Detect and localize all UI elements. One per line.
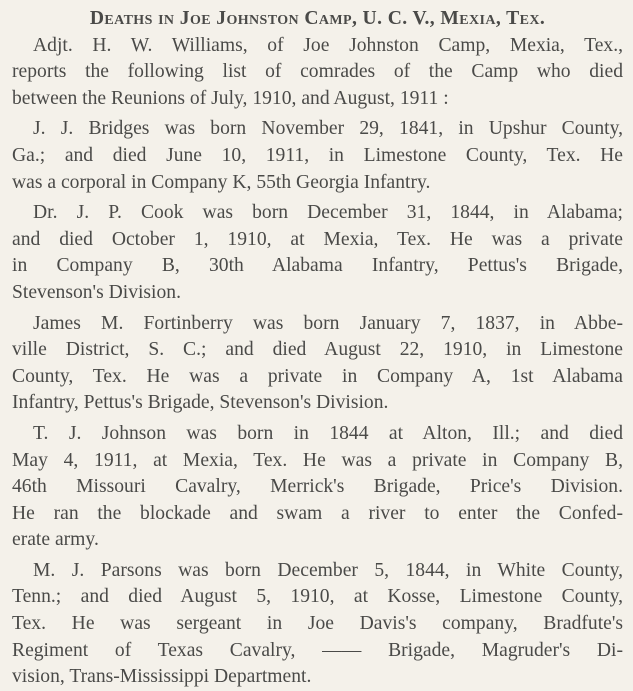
text-line: erate army. [12,529,99,551]
text-line: Stevenson's Division. [12,281,181,303]
text-line: ville District, S. C.; and died August 22, 1910, in Limestone [12,339,623,361]
paragraph [12,116,623,196]
text-line: 46th Missouri Cavalry, Merrick's Brigade, Price's Division. [12,476,623,498]
text-line: James M. Fortinberry was born January 7, 1837, in Abbe- [33,312,623,334]
paragraph [12,311,623,417]
text-line: between the Reunions of July, 1910, and August, 1911 : [12,87,449,109]
paragraph [12,200,623,306]
text-line: Dr. J. P. Cook was born December 31, 1844, in Alabama; [33,202,623,224]
article-heading: Deaths in Joe Johnston Camp, U. C. V., Mexia, Tex. [89,8,546,29]
text-line: vision, Trans-Mississippi Department. [12,666,312,688]
text-line: reports the following list of comrades of the Camp who died [12,61,623,83]
text-line: M. J. Parsons was born December 5, 1844, in White County, [33,559,623,581]
text-line: was a corporal in Company K, 55th Georgia Infantry. [12,171,431,193]
text-line: Adjt. H. W. Williams, of Joe Johnston Camp, Mexia, Tex., [33,34,623,56]
text-line: Tenn.; and died August 5, 1910, at Kosse, Limestone County, [12,586,623,608]
text-line: County, Tex. He was a private in Company A, 1st Alabama [12,365,623,387]
paragraph [12,421,623,554]
text-line: and died October 1, 1910, at Mexia, Tex. He was a private [12,228,623,250]
text-line: in Company B, 30th Alabama Infantry, Pettus's Brigade, [12,255,623,277]
text-line: Ga.; and died June 10, 1911, in Limestone County, Tex. He [12,144,623,166]
text-line: Tex. He was sergeant in Joe Davis's company, Bradfute's [12,613,623,635]
text-line: Regiment of Texas Cavalry, —— Brigade, Magruder's Di- [12,639,623,661]
text-line: Infantry, Pettus's Brigade, Stevenson's Division. [12,392,389,414]
text-line: May 4, 1911, at Mexia, Tex. He was a private in Company B, [12,449,623,471]
text-line: T. J. Johnson was born in 1844 at Alton, Ill.; and died [33,422,623,444]
text-line: He ran the blockade and swam a river to enter the Confed- [12,502,623,524]
paragraph [12,33,623,113]
article-body [12,33,623,691]
text-line: J. J. Bridges was born November 29, 1841, in Upshur County, [33,118,623,140]
